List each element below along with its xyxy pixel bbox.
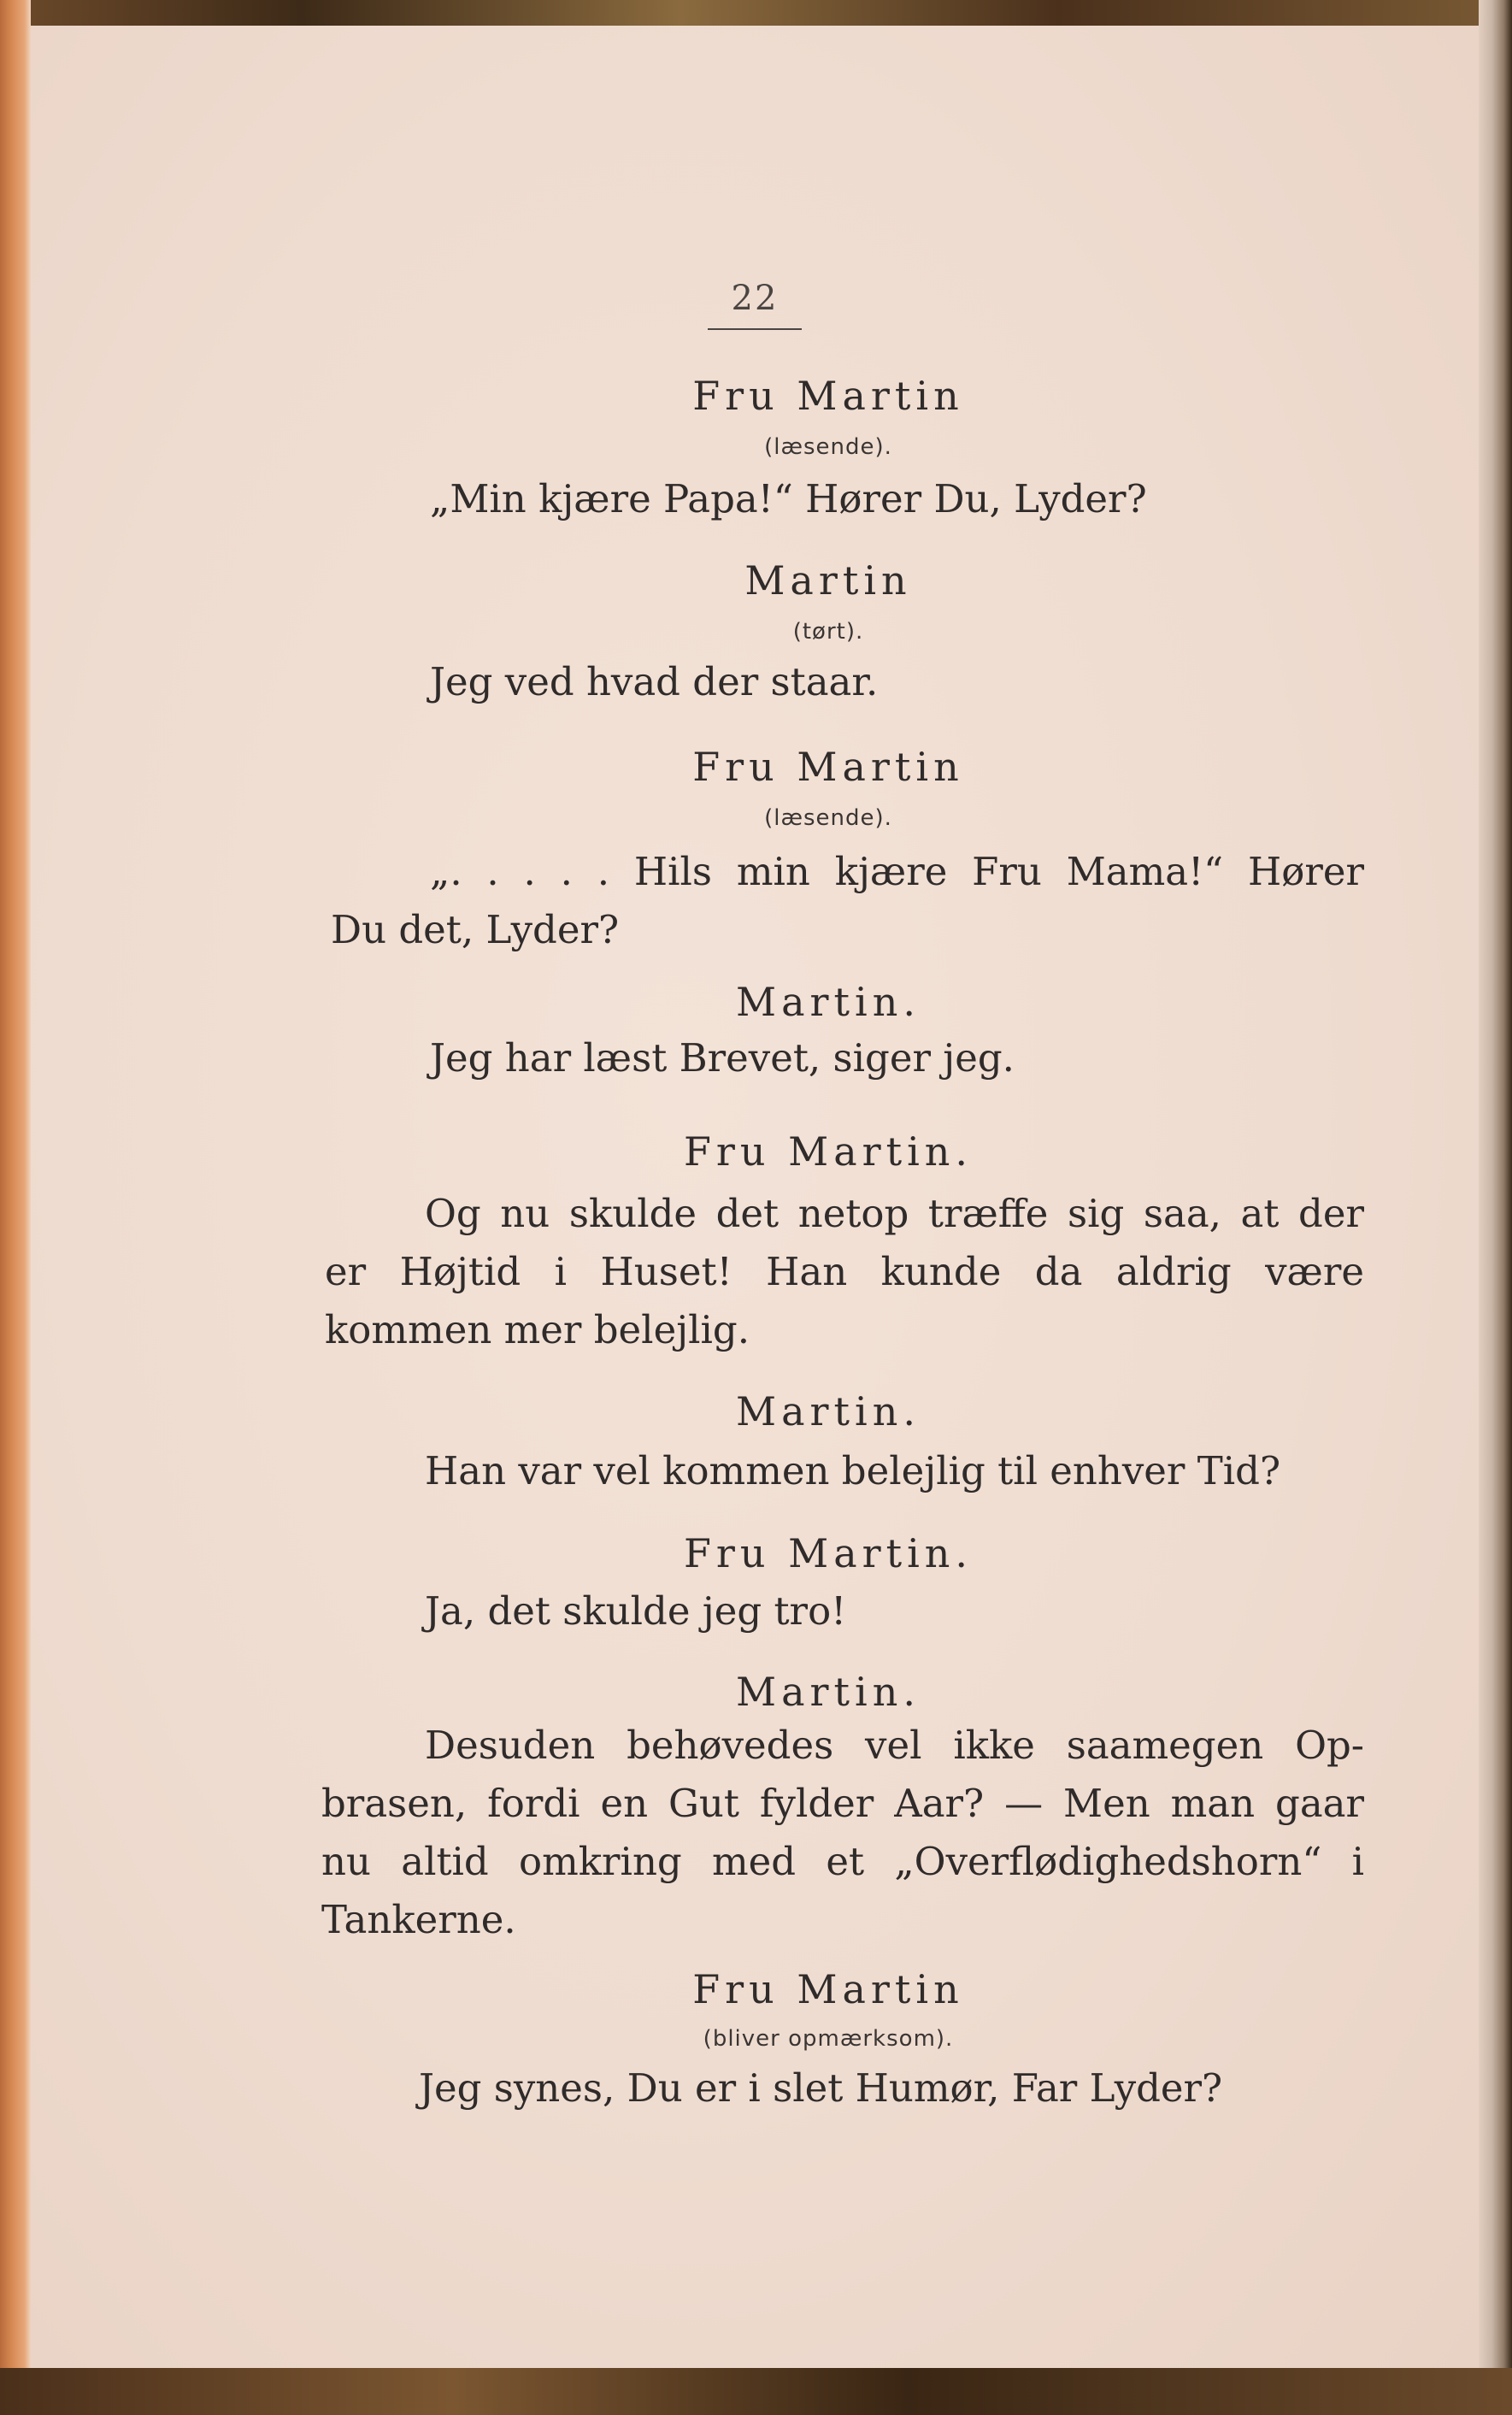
dialogue-line: Desuden behøvedes vel ikke saamegen Op- (425, 1723, 1364, 1768)
speaker-name: Martin. (736, 1669, 921, 1715)
stage-direction: (tørt). (792, 619, 864, 645)
dialogue-line: Jeg har læst Brevet, siger jeg. (430, 1035, 1015, 1081)
dialogue-line: Han var vel kommen belejlig til enhver Tid? (425, 1448, 1281, 1493)
speaker-name: Fru Martin. (683, 1530, 974, 1576)
speaker-name: Fru Martin (692, 1966, 964, 2012)
page-number (31, 279, 1479, 330)
speaker-name: Fru Martin (692, 744, 964, 790)
stage-direction: (læsende). (764, 805, 892, 831)
dialogue-line: Ja, det skulde jeg tro! (425, 1588, 847, 1634)
dialogue-line: er Højtid i Huset! Han kunde da aldrig være (325, 1249, 1364, 1294)
stage-direction: (læsende). (764, 434, 892, 460)
dialogue-line: Tankerne. (321, 1897, 516, 1942)
book-page-stack-left (0, 0, 31, 2415)
stage-direction: (bliver opmærksom). (703, 2026, 954, 2052)
dialogue-line: „Min kjære Papa!“ Hører Du, Lyder? (430, 476, 1147, 521)
dialogue-line: Jeg synes, Du er i slet Humør, Far Lyder? (419, 2065, 1223, 2111)
book-cover-bottom-edge (0, 2368, 1512, 2415)
speaker-name: Martin (744, 557, 912, 604)
dialogue-line: Jeg ved hvad der staar. (430, 659, 879, 704)
speaker-name: Fru Martin (692, 373, 964, 419)
dialogue-line: Og nu skulde det netop træffe sig saa, at der (425, 1191, 1364, 1236)
page-number-text: 22 (708, 279, 803, 330)
speaker-name: Fru Martin. (683, 1128, 974, 1175)
book-page (31, 26, 1479, 2375)
book-spine-right (1479, 0, 1512, 2415)
dialogue-line: kommen mer belejlig. (325, 1307, 750, 1352)
dialogue-line: nu altid omkring med et „Overflødighedshorn“ i (321, 1839, 1364, 1884)
dialogue-line: „. . . . . Hils min kjære Fru Mama!“ Hører (430, 849, 1364, 894)
dialogue-line: Du det, Lyder? (331, 907, 620, 952)
dialogue-line: brasen, fordi en Gut fylder Aar? — Men man gaar (321, 1781, 1364, 1826)
speaker-name: Martin. (736, 1388, 921, 1434)
speaker-name: Martin. (736, 979, 921, 1025)
